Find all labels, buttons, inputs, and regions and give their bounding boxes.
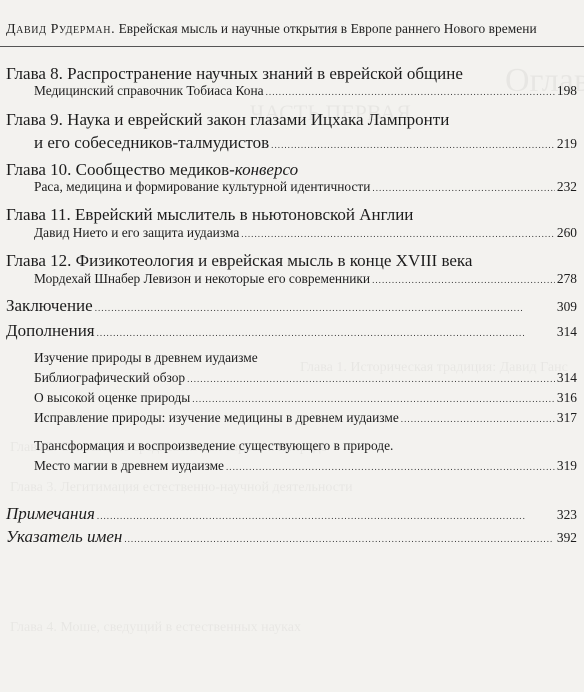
toc-chapter-12-title[interactable]: Глава 12. Физикотеология и еврейская мысль в конце XVIII века xyxy=(6,251,473,270)
toc-chapter-10-title[interactable] xyxy=(6,160,298,180)
toc-index-title: Указатель имен xyxy=(6,527,123,546)
dot-leader xyxy=(241,225,555,241)
toc-page-number: 323 xyxy=(556,507,577,522)
toc-notes-title: Примечания xyxy=(6,504,95,523)
toc-notes-entry[interactable] xyxy=(6,504,577,524)
toc-chapter-10-entry[interactable] xyxy=(34,179,577,195)
toc-chapter-8-entry[interactable] xyxy=(34,83,577,99)
header-rule xyxy=(0,46,584,47)
toc-appendices-heading: Изучение природы в древнем иудаизме xyxy=(34,350,258,365)
toc-page-number: 319 xyxy=(556,458,577,473)
toc-appendix-item[interactable] xyxy=(34,370,577,386)
toc-page-number: 232 xyxy=(556,179,577,194)
toc-appendix-item[interactable] xyxy=(34,390,577,406)
dot-leader xyxy=(372,271,555,287)
toc-page-number: 314 xyxy=(556,370,577,385)
running-head-title: Еврейская мысль и научные открытия в Европе раннего Нового времени xyxy=(118,21,537,36)
dot-leader xyxy=(95,296,555,316)
toc-page-number: 317 xyxy=(556,410,577,425)
toc-chapter-10-title-text: Глава 10. Сообщество медиков- xyxy=(6,160,235,179)
toc-conclusion-title: Заключение xyxy=(6,296,93,315)
running-head-author: Давид Рудерман. xyxy=(6,22,116,37)
dot-leader xyxy=(97,321,555,341)
toc-appendix-item[interactable] xyxy=(34,410,577,426)
toc-chapter-8-subtitle: Медицинский справочник Тобиаса Кона xyxy=(34,83,264,98)
bleed-through-text xyxy=(10,480,353,496)
dot-leader xyxy=(97,504,555,524)
toc-chapter-10-title-italic: конверсо xyxy=(234,160,299,179)
toc-appendix-item-title: О высокой оценке природы xyxy=(34,390,191,405)
toc-conclusion-entry[interactable] xyxy=(6,296,577,316)
toc-appendix-item-title: Место магии в древнем иудаизме xyxy=(34,458,224,473)
toc-appendices-title: Дополнения xyxy=(6,321,95,340)
running-head xyxy=(6,21,578,38)
toc-chapter-10-subtitle: Раса, медицина и формирование культурной идентичности xyxy=(34,179,371,194)
dot-leader xyxy=(124,527,555,547)
toc-chapter-9-entry[interactable] xyxy=(34,133,577,153)
dot-leader xyxy=(226,458,555,474)
bleed-through-text xyxy=(10,620,301,636)
toc-chapter-11-title[interactable]: Глава 11. Еврейский мыслитель в ньютоновской Англии xyxy=(6,205,414,224)
toc-chapter-8-title[interactable]: Глава 8. Распространение научных знаний в еврейской общине xyxy=(6,64,463,83)
dot-leader xyxy=(266,83,555,99)
dot-leader xyxy=(401,410,555,426)
toc-appendix-item[interactable] xyxy=(34,458,577,474)
dot-leader xyxy=(187,370,555,386)
toc-chapter-11-entry[interactable] xyxy=(34,225,577,241)
toc-chapter-12-subtitle: Мордехай Шнабер Левизон и некоторые его современники xyxy=(34,271,371,286)
toc-chapter-9-title-line2: и его собеседников-талмудистов xyxy=(34,133,270,152)
toc-page-number: 309 xyxy=(556,299,577,314)
toc-page-number: 316 xyxy=(556,390,577,405)
dot-leader xyxy=(372,179,555,195)
toc-chapter-12-entry[interactable] xyxy=(34,271,577,287)
toc-chapter-9-title-line1[interactable]: Глава 9. Наука и еврейский закон глазами Ицхака Лампронти xyxy=(6,110,450,129)
toc-index-entry[interactable] xyxy=(6,527,577,547)
toc-page-number: 260 xyxy=(556,225,577,240)
toc-appendix-item-title: Библиографический обзор xyxy=(34,370,186,385)
toc-page-number: 314 xyxy=(556,324,577,339)
toc-appendix-item-title: Исправление природы: изучение медицины в древнем иудаизме xyxy=(34,410,399,425)
toc-page-number: 219 xyxy=(556,136,577,151)
toc-appendices-entry[interactable] xyxy=(6,321,577,341)
toc-page-number: 278 xyxy=(556,271,577,286)
toc-appendix-item-line1[interactable]: Трансформация и воспроизведение существующего в природе. xyxy=(34,438,394,453)
dot-leader xyxy=(192,390,555,406)
dot-leader xyxy=(271,133,555,153)
toc-page-number: 198 xyxy=(556,83,577,98)
toc-chapter-11-subtitle: Давид Нието и его защита иудаизма xyxy=(34,225,240,240)
toc-page-number: 392 xyxy=(556,530,577,545)
